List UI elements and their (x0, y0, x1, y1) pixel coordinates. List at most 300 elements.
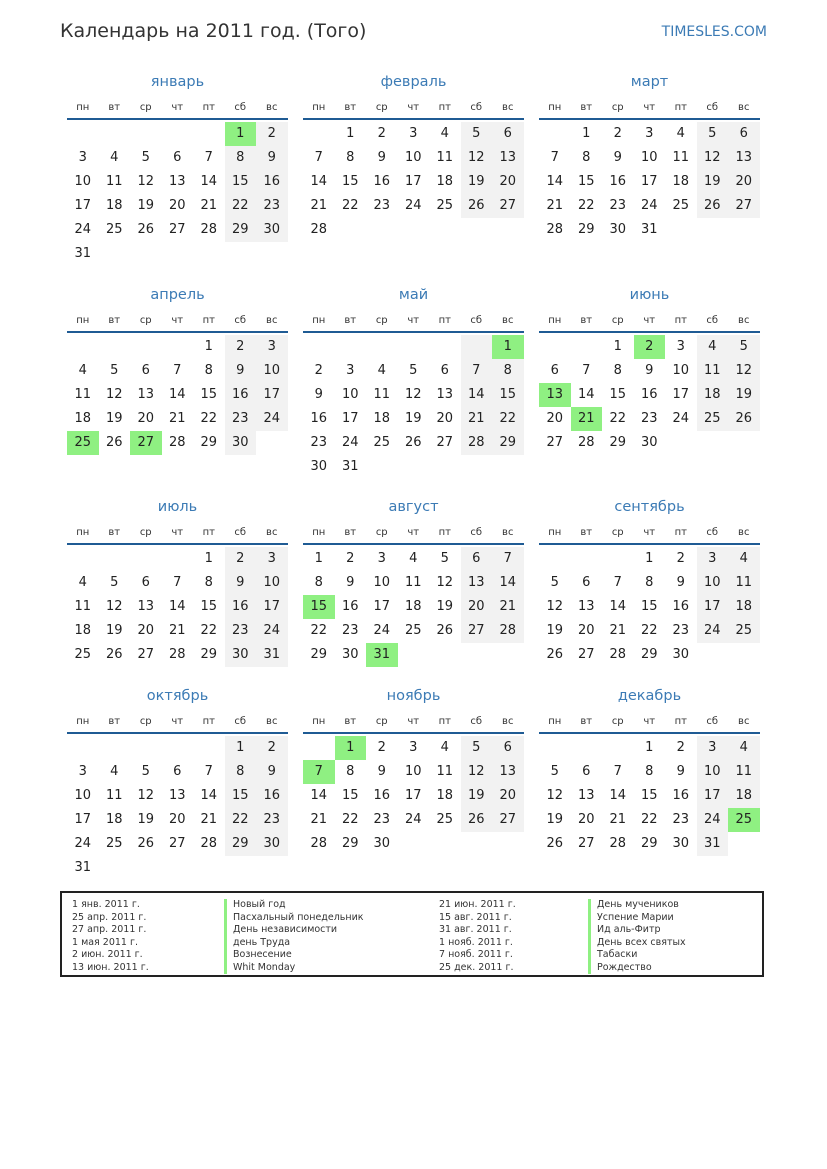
day-cell: 6 (728, 122, 760, 146)
empty-cell (99, 335, 131, 359)
day-cell: 24 (672, 411, 690, 426)
day-cell: 15 (341, 788, 359, 803)
day-cell: 15 (609, 387, 627, 402)
day-cell: 10 (697, 571, 729, 595)
weekday-label: пн (548, 526, 562, 538)
day-cell: 6 (582, 575, 591, 590)
day-cell: 26 (461, 194, 493, 218)
day-cell: 17 (74, 812, 92, 827)
weekday-label: вт (108, 314, 121, 326)
day-grid (303, 335, 524, 479)
day-cell: 27 (492, 194, 524, 218)
day-cell: 21 (609, 623, 627, 638)
day-cell: 19 (105, 623, 123, 638)
day-cell: 27 (546, 435, 564, 450)
day-cell: 5 (440, 551, 449, 566)
weekday-label: ср (375, 715, 388, 727)
weekday-label: сб (706, 715, 719, 727)
day-cell: 16 (256, 170, 288, 194)
day-cell: 16 (256, 784, 288, 808)
empty-cell (366, 335, 398, 359)
weekday-label: вт (344, 101, 357, 113)
day-cell: 12 (546, 788, 564, 803)
day-cell: 15 (492, 383, 524, 407)
day-cell: 13 (137, 599, 155, 614)
day-cell: 4 (728, 547, 760, 571)
day-cell: 2 (225, 335, 257, 359)
empty-cell (67, 122, 99, 146)
weekday-label: чт (171, 526, 184, 538)
day-cell: 19 (461, 170, 493, 194)
weekday-label: чт (407, 314, 420, 326)
legend-holiday-name: Рождество (588, 962, 686, 975)
day-cell: 19 (546, 623, 564, 638)
legend-holiday-name: день Труда (224, 937, 364, 950)
day-cell: 10 (256, 359, 288, 383)
empty-cell (665, 431, 697, 455)
month-block (303, 497, 524, 667)
weekday-label: ср (611, 715, 624, 727)
weekday-label: ср (139, 526, 152, 538)
month-block (303, 72, 524, 242)
day-cell: 1 (613, 339, 622, 354)
day-cell: 9 (676, 764, 685, 779)
legend-holiday-name: Табаски (588, 949, 686, 962)
empty-cell (193, 122, 225, 146)
day-cell: 1 (645, 740, 654, 755)
weekday-label: вс (502, 715, 514, 727)
empty-cell (162, 856, 194, 880)
empty-cell (429, 643, 461, 667)
empty-cell (602, 547, 634, 571)
day-cell: 19 (436, 599, 454, 614)
day-cell: 15 (640, 788, 658, 803)
day-cell: 27 (436, 435, 454, 450)
empty-cell (492, 455, 524, 479)
weekday-label: сб (234, 526, 247, 538)
month-name: май (398, 287, 429, 303)
day-cell: 17 (256, 383, 288, 407)
weekday-label: сб (470, 715, 483, 727)
legend-holiday-name: Успение Марии (588, 912, 686, 925)
day-cell: 2 (377, 740, 386, 755)
day-cell: 16 (609, 174, 627, 189)
day-cell: 21 (571, 407, 603, 431)
empty-cell (571, 547, 603, 571)
day-cell: 24 (74, 836, 92, 851)
day-cell: 5 (728, 335, 760, 359)
day-cell: 10 (404, 150, 422, 165)
day-cell: 30 (640, 435, 658, 450)
day-cell: 3 (676, 339, 685, 354)
day-cell: 5 (461, 736, 493, 760)
day-cell: 30 (672, 647, 690, 662)
empty-cell (225, 856, 257, 880)
day-cell: 29 (640, 836, 658, 851)
day-cell: 18 (105, 812, 123, 827)
day-cell: 21 (609, 812, 627, 827)
day-cell: 28 (200, 836, 218, 851)
day-cell: 3 (346, 363, 355, 378)
day-cell: 15 (341, 174, 359, 189)
day-cell: 12 (137, 788, 155, 803)
day-cell: 4 (697, 335, 729, 359)
weekday-label: чт (171, 101, 184, 113)
weekday-label: ср (611, 526, 624, 538)
weekday-label: пт (202, 526, 215, 538)
day-cell: 8 (645, 575, 654, 590)
day-cell: 12 (137, 174, 155, 189)
legend-date: 31 авг. 2011 г. (439, 924, 512, 935)
weekday-label: пт (202, 314, 215, 326)
day-cell: 29 (492, 431, 524, 455)
weekday-label: вт (580, 101, 593, 113)
day-cell: 12 (461, 760, 493, 784)
day-cell: 23 (609, 198, 627, 213)
month-name: июль (157, 499, 198, 515)
empty-cell (256, 431, 288, 455)
day-cell: 22 (310, 623, 328, 638)
empty-cell (665, 218, 697, 242)
day-cell: 16 (672, 599, 690, 614)
day-grid (67, 547, 288, 667)
day-cell: 12 (105, 599, 123, 614)
day-cell: 20 (577, 623, 595, 638)
day-cell: 19 (404, 411, 422, 426)
empty-cell (130, 242, 162, 266)
day-cell: 30 (672, 836, 690, 851)
day-cell: 31 (74, 860, 92, 875)
weekday-label: ср (139, 314, 152, 326)
day-cell: 10 (256, 571, 288, 595)
day-cell: 22 (640, 623, 658, 638)
empty-cell (256, 856, 288, 880)
day-cell: 11 (436, 764, 454, 779)
weekday-label: чт (643, 101, 656, 113)
weekday-header (67, 96, 288, 120)
day-cell: 7 (173, 575, 182, 590)
day-cell: 9 (256, 146, 288, 170)
day-cell: 26 (137, 836, 155, 851)
day-cell: 24 (256, 407, 288, 431)
day-cell: 13 (168, 174, 186, 189)
day-cell: 19 (697, 170, 729, 194)
weekday-label: ср (611, 314, 624, 326)
day-cell: 14 (200, 788, 218, 803)
empty-cell (162, 736, 194, 760)
day-cell: 20 (461, 595, 493, 619)
day-cell: 11 (404, 575, 422, 590)
legend-holiday-name: Ид аль-Фитр (588, 924, 686, 937)
day-cell: 29 (577, 222, 595, 237)
day-cell: 26 (404, 435, 422, 450)
day-cell: 11 (728, 571, 760, 595)
day-cell: 17 (697, 595, 729, 619)
day-cell: 19 (546, 812, 564, 827)
day-cell: 3 (78, 150, 87, 165)
day-cell: 21 (546, 198, 564, 213)
weekday-label: пн (76, 715, 90, 727)
legend-holiday-name: День мучеников (588, 899, 686, 912)
day-cell: 9 (377, 150, 386, 165)
legend-holiday-name: Новый год (224, 899, 364, 912)
empty-cell (99, 122, 131, 146)
day-cell: 15 (303, 595, 335, 619)
day-cell: 30 (225, 431, 257, 455)
site-link[interactable]: TIMESLES.COM (661, 24, 767, 40)
day-cell: 9 (645, 363, 654, 378)
legend-date: 15 авг. 2011 г. (439, 911, 512, 923)
day-cell: 22 (225, 194, 257, 218)
day-cell: 24 (404, 812, 422, 827)
day-cell: 9 (346, 575, 355, 590)
weekday-label: вс (502, 526, 514, 538)
day-cell: 5 (141, 150, 150, 165)
day-cell: 9 (676, 575, 685, 590)
day-cell: 10 (74, 788, 92, 803)
legend-holiday-name: День независимости (224, 924, 364, 937)
day-cell: 14 (168, 599, 186, 614)
day-cell: 20 (492, 170, 524, 194)
day-cell: 30 (256, 218, 288, 242)
day-cell: 6 (492, 736, 524, 760)
empty-cell (539, 736, 571, 760)
day-cell: 7 (492, 547, 524, 571)
day-cell: 13 (577, 788, 595, 803)
day-cell: 21 (492, 595, 524, 619)
day-cell: 11 (105, 788, 123, 803)
day-cell: 16 (672, 788, 690, 803)
day-cell: 19 (728, 383, 760, 407)
day-cell: 25 (373, 435, 391, 450)
weekday-label: вс (738, 314, 750, 326)
weekday-label: сб (706, 101, 719, 113)
day-cell: 26 (137, 222, 155, 237)
day-grid (539, 736, 760, 856)
day-cell: 29 (225, 218, 257, 242)
legend-holiday-name: Вознесение (224, 949, 364, 962)
day-cell: 20 (137, 411, 155, 426)
day-cell: 14 (577, 387, 595, 402)
day-cell: 16 (225, 595, 257, 619)
legend-dates-right (439, 899, 516, 974)
empty-cell (99, 547, 131, 571)
day-cell: 22 (609, 411, 627, 426)
day-cell: 4 (409, 551, 418, 566)
day-cell: 5 (141, 764, 150, 779)
legend-date: 25 дек. 2011 г. (439, 961, 514, 973)
day-cell: 24 (697, 808, 729, 832)
empty-cell (461, 455, 493, 479)
day-cell: 1 (492, 335, 524, 359)
day-cell: 11 (697, 359, 729, 383)
day-cell: 23 (373, 198, 391, 213)
day-cell: 20 (436, 411, 454, 426)
day-cell: 3 (256, 335, 288, 359)
day-cell: 8 (346, 150, 355, 165)
day-cell: 24 (373, 623, 391, 638)
month-name: сентябрь (614, 499, 685, 515)
weekday-label: пт (438, 526, 451, 538)
weekday-label: пн (76, 526, 90, 538)
day-cell: 26 (697, 194, 729, 218)
day-cell: 18 (436, 788, 454, 803)
weekday-label: ср (139, 715, 152, 727)
weekday-header (539, 309, 760, 333)
empty-cell (492, 218, 524, 242)
day-cell: 31 (256, 643, 288, 667)
month-block (303, 285, 524, 479)
day-cell: 29 (640, 647, 658, 662)
day-cell: 27 (168, 222, 186, 237)
weekday-label: ср (139, 101, 152, 113)
day-cell: 16 (310, 411, 328, 426)
weekday-label: пн (548, 715, 562, 727)
weekday-label: пт (438, 715, 451, 727)
day-cell: 2 (256, 122, 288, 146)
day-cell: 5 (461, 122, 493, 146)
day-cell: 22 (492, 407, 524, 431)
weekday-label: сб (706, 526, 719, 538)
empty-cell (728, 643, 760, 667)
day-cell: 31 (366, 643, 398, 667)
day-cell: 23 (256, 194, 288, 218)
day-cell: 25 (436, 812, 454, 827)
weekday-label: вт (580, 314, 593, 326)
day-cell: 7 (613, 575, 622, 590)
day-cell: 10 (640, 150, 658, 165)
empty-cell (130, 856, 162, 880)
day-cell: 23 (225, 619, 257, 643)
weekday-label: ср (375, 101, 388, 113)
day-cell: 8 (346, 764, 355, 779)
day-cell: 2 (613, 126, 622, 141)
day-cell: 27 (577, 836, 595, 851)
month-block (539, 686, 760, 856)
day-cell: 18 (672, 174, 690, 189)
day-cell: 25 (67, 431, 99, 455)
day-cell: 24 (697, 619, 729, 643)
weekday-label: вт (108, 101, 121, 113)
weekday-label: пт (202, 715, 215, 727)
empty-cell (303, 335, 335, 359)
empty-cell (99, 242, 131, 266)
empty-cell (335, 218, 367, 242)
day-cell: 9 (225, 571, 257, 595)
day-cell: 12 (105, 387, 123, 402)
day-cell: 1 (645, 551, 654, 566)
day-cell: 12 (697, 146, 729, 170)
day-cell: 18 (728, 784, 760, 808)
empty-cell (539, 122, 571, 146)
day-cell: 14 (310, 174, 328, 189)
day-cell: 23 (672, 623, 690, 638)
day-cell: 29 (200, 435, 218, 450)
day-cell: 20 (137, 623, 155, 638)
empty-cell (130, 736, 162, 760)
day-cell: 6 (173, 764, 182, 779)
weekday-label: пн (548, 101, 562, 113)
weekday-label: сб (234, 101, 247, 113)
weekday-header (67, 521, 288, 545)
day-cell: 17 (697, 784, 729, 808)
weekday-label: сб (470, 526, 483, 538)
day-cell: 12 (436, 575, 454, 590)
empty-cell (162, 242, 194, 266)
day-cell: 14 (609, 599, 627, 614)
day-cell: 8 (613, 363, 622, 378)
empty-cell (67, 335, 99, 359)
empty-cell (130, 547, 162, 571)
legend-dates-left (72, 899, 149, 974)
day-cell: 28 (200, 222, 218, 237)
day-cell: 15 (225, 170, 257, 194)
day-cell: 26 (436, 623, 454, 638)
day-cell: 7 (173, 363, 182, 378)
day-cell: 18 (373, 411, 391, 426)
day-cell: 16 (373, 174, 391, 189)
day-cell: 24 (256, 619, 288, 643)
day-cell: 19 (105, 411, 123, 426)
day-cell: 9 (225, 359, 257, 383)
day-cell: 26 (105, 647, 123, 662)
day-cell: 1 (225, 736, 257, 760)
month-name: январь (150, 74, 205, 90)
day-cell: 11 (373, 387, 391, 402)
day-cell: 7 (314, 150, 323, 165)
weekday-label: вс (266, 314, 278, 326)
day-cell: 19 (137, 198, 155, 213)
day-cell: 5 (550, 575, 559, 590)
day-cell: 8 (645, 764, 654, 779)
day-grid (303, 736, 524, 856)
empty-cell (728, 431, 760, 455)
day-cell: 15 (200, 599, 218, 614)
weekday-label: вс (502, 101, 514, 113)
day-cell: 26 (546, 836, 564, 851)
day-cell: 6 (440, 363, 449, 378)
day-cell: 25 (105, 836, 123, 851)
day-cell: 6 (141, 575, 150, 590)
day-cell: 1 (582, 126, 591, 141)
weekday-label: вс (266, 101, 278, 113)
day-cell: 24 (404, 198, 422, 213)
day-cell: 16 (640, 387, 658, 402)
day-cell: 28 (492, 619, 524, 643)
day-cell: 10 (697, 760, 729, 784)
day-cell: 17 (640, 174, 658, 189)
weekday-label: вт (108, 715, 121, 727)
day-cell: 30 (373, 836, 391, 851)
day-cell: 22 (577, 198, 595, 213)
day-grid (67, 122, 288, 266)
empty-cell (728, 832, 760, 856)
day-cell: 17 (256, 595, 288, 619)
empty-cell (697, 431, 729, 455)
day-cell: 26 (461, 808, 493, 832)
weekday-label: пн (312, 101, 326, 113)
day-cell: 27 (168, 836, 186, 851)
day-cell: 3 (645, 126, 654, 141)
day-cell: 14 (492, 571, 524, 595)
weekday-label: чт (171, 715, 184, 727)
day-grid (539, 122, 760, 242)
month-block (539, 72, 760, 242)
day-cell: 3 (409, 126, 418, 141)
day-cell: 13 (137, 387, 155, 402)
legend-holiday-name: Пасхальный понедельник (224, 912, 364, 925)
weekday-label: пт (438, 314, 451, 326)
